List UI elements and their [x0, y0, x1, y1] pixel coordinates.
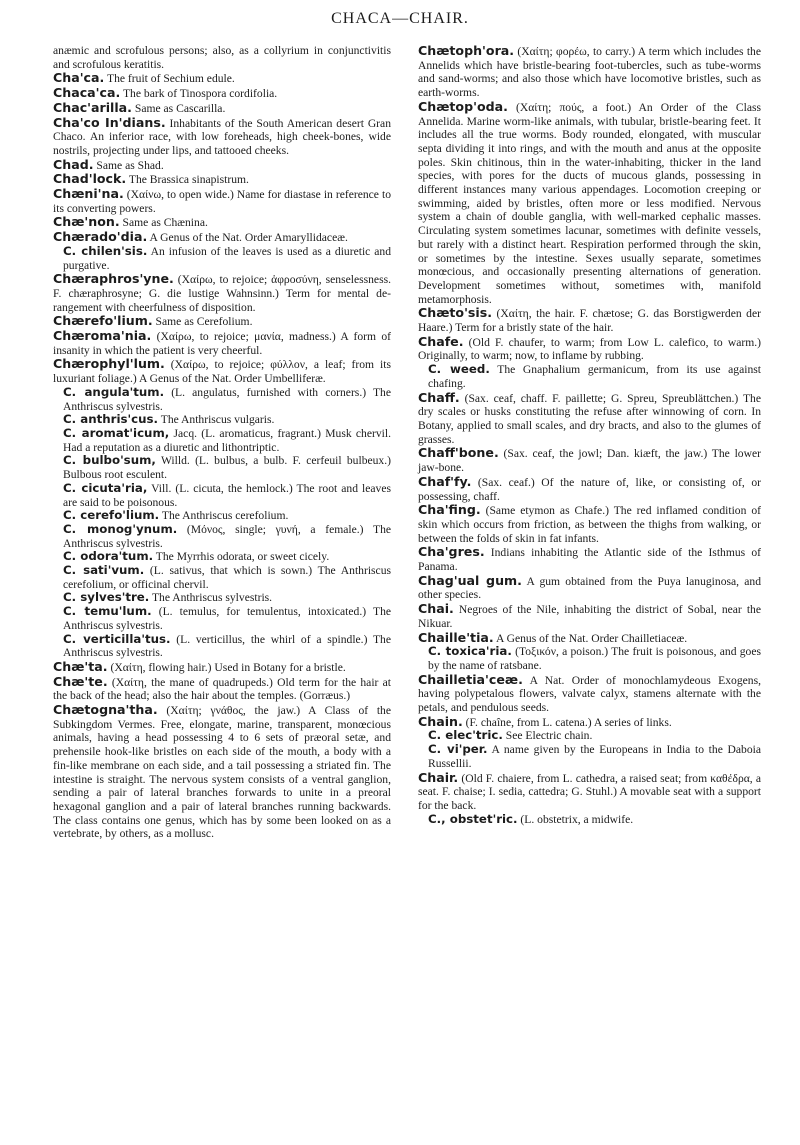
- dictionary-entry: [53, 187, 391, 215]
- sub-entry: [418, 645, 761, 672]
- entry-definition: The Anthriscus cerefolium.: [159, 509, 289, 523]
- sub-entry: [53, 413, 391, 427]
- entry-definition: The Brassica sinapistrum.: [126, 173, 249, 187]
- sub-entry: [53, 605, 391, 632]
- entry-definition: (L. verticillus, the whirl of a spindle.) The Anthriscus sylvestris.: [63, 632, 391, 660]
- entry-headword: C. cerefo'lium.: [63, 508, 160, 523]
- entry-definition: anæmic and scrofulous persons; also, as a collyrium in conjunctivitis and scrofulous keratitis.: [53, 44, 391, 71]
- entry-headword: C. odora'tum.: [63, 549, 154, 564]
- dictionary-entry: [418, 446, 761, 474]
- entry-definition: (L. sativus, that which is sown.) The Anthriscus cerefolium, or officinal chervil.: [63, 564, 392, 591]
- entry-headword: Chaca'ca.: [53, 85, 121, 101]
- dictionary-entry: [418, 673, 761, 715]
- entry-headword: Chad'lock.: [53, 171, 127, 187]
- entry-definition: (Χαίτη, the hair. F. chætose; G. das Borstigwerden der Haare.) Term for a bristly state of the hair.: [418, 307, 761, 335]
- entry-definition: (Sax. ceaf, chaff. F. paillette; G. Spreu, Spreublättchen.) The dry scales or husks constituting the refuse after winnowing of corn. In Botany, applied to small scales, and dry bracts, and also to the glumes of grasses.: [418, 391, 761, 446]
- entry-headword: Chaff.: [418, 389, 460, 405]
- dictionary-entry: [53, 230, 391, 245]
- entry-headword: C. sati'vum.: [63, 563, 145, 578]
- entry-headword: C. chilen'sis.: [63, 243, 148, 258]
- entry-headword: Chæroma'nia.: [53, 328, 152, 344]
- dictionary-entry: [418, 475, 761, 503]
- entry-headword: Cha'ca.: [53, 70, 105, 86]
- entry-definition: A name given by the Europeans in India to the Daboia Russellii.: [428, 743, 761, 770]
- entry-headword: Chair.: [418, 769, 459, 785]
- entry-headword: C. angula'tum.: [63, 384, 165, 399]
- entry-definition: Vill. (L. cicuta, the hemlock.) The root and leaves are said to be poisonous.: [63, 481, 391, 509]
- dictionary-entry: [53, 172, 391, 187]
- entry-headword: Chag'ual gum.: [418, 572, 522, 588]
- entry-definition: The bark of Tinospora cordifolia.: [120, 87, 278, 101]
- entry-definition: The fruit of Sechium edule.: [104, 72, 235, 86]
- dictionary-entry: [418, 306, 761, 334]
- dictionary-entry: [418, 503, 761, 545]
- entry-definition: (Τοξικόν, a poison.) The fruit is poisonous, and goes by the name of ratsbane.: [428, 645, 762, 672]
- entry-headword: Chac'arilla.: [53, 99, 132, 115]
- dictionary-entry: [53, 86, 391, 101]
- entry-headword: Cha'fing.: [418, 502, 481, 518]
- dictionary-entry: [53, 215, 391, 230]
- entry-definition: (L. obstetrix, a midwife.: [517, 812, 634, 826]
- sub-entry: [53, 482, 391, 509]
- entry-headword: Chaille'tia.: [418, 629, 494, 645]
- entry-headword: Chætop'oda.: [418, 98, 508, 114]
- entry-definition: (Χαίρω, to rejoice; ἀφροσύνη, senselessness. F. chæraphrosyne; G. die lustige Wahnsinn.) Term for mental derangement with cheerfulness of disposition.: [53, 273, 391, 314]
- dictionary-entry: [53, 116, 391, 158]
- sub-entry: [53, 509, 391, 523]
- entry-headword: Chailletia'ceæ.: [418, 671, 523, 687]
- entry-definition: (Χαίρω, to rejoice; φύλλον, a leaf; from its luxuriant foliage.) A Genus of the Nat. Order Umbelliferæ.: [53, 358, 391, 386]
- entry-headword: C. vi'per.: [428, 742, 488, 757]
- entry-headword: Chæni'na.: [53, 186, 124, 202]
- entry-definition: Same as Cerefolium.: [152, 315, 253, 329]
- entry-definition: (Same etymon as Chafe.) The red inflamed condition of skin which occurs from friction, as between the thighs from walking, or between the folds of skin in fat infants.: [418, 504, 761, 545]
- sub-entry: [53, 633, 391, 660]
- entry-definition: See Electric chain.: [502, 729, 593, 743]
- entry-headword: C. weed.: [428, 362, 490, 377]
- sub-entry: [418, 729, 761, 743]
- dictionary-entry: [53, 158, 391, 173]
- sub-entry: [53, 386, 391, 413]
- dictionary-entry: [418, 545, 761, 573]
- dictionary-entry: [53, 703, 391, 841]
- sub-entry: [53, 245, 391, 272]
- entry-definition: The Myrrhis odorata, or sweet cicely.: [153, 550, 330, 564]
- entry-definition: A Genus of the Nat. Order Amaryllidaceæ.: [147, 231, 348, 245]
- entry-headword: C. toxica'ria.: [428, 644, 512, 659]
- entry-definition: (Χαίτη; γνάθος, the jaw.) A Class of the Subkingdom Vermes. Free, elongate, marine, transparent, monœcious animals, having a head possessing 4 to 6 sets of præoral setæ, and prehensile hook-like bristles on each side of the mouth, a body with a fin-like membrane on each side, and a tail possessing a striated fin. The intestine is straight. The nervous system consists of a ventral ganglion, sending a pair of lateral branches forwards to unite in a preoral hexagonal ganglion and a pair of lateral branches running backwards. The class contains one genus, which has by some been looked on as a vertebrate, by others, as a mollusc.: [53, 704, 391, 841]
- entry-definition: (Χαίτη, the mane of quadrupeds.) Old term for the hair at the back of the head; also the hair about the temples. (Gorræus.): [53, 675, 391, 703]
- entry-definition: (Χαίρω, to rejoice; μανία, madness.) A form of insanity in which the patient is very cheerful.: [53, 330, 391, 357]
- page-header: CHACA—CHAIR.: [331, 10, 469, 27]
- sub-entry: [418, 813, 761, 827]
- dictionary-entry: [53, 101, 391, 116]
- entry-headword: Chad.: [53, 156, 94, 172]
- entry-headword: C. temu'lum.: [63, 604, 152, 619]
- entry-definition: Indians inhabiting the Atlantic side of the Isthmus of Panama.: [418, 546, 761, 574]
- entry-definition: Same as Cascarilla.: [131, 101, 226, 115]
- dictionary-entry: [418, 335, 761, 363]
- dictionary-entry: [418, 574, 761, 602]
- entry-definition: (L. angulatus, furnished with corners.) The Anthriscus sylvestris.: [63, 385, 391, 413]
- entry-definition: Same as Shad.: [93, 158, 164, 172]
- entry-headword: Chæ'te.: [53, 673, 108, 689]
- entry-definition: The Anthriscus sylvestris.: [149, 591, 273, 605]
- entry-headword: Chærophyl'lum.: [53, 356, 165, 372]
- entry-definition: (F. chaîne, from L. catena.) A series of links.: [462, 715, 672, 729]
- entry-definition: Jacq. (L. aromaticus, fragrant.) Musk chervil. Had a reputation as a diuretic and lithontriptic.: [63, 426, 391, 454]
- sub-entry: [418, 743, 761, 770]
- entry-definition: (Μόνος, single; γυνή, a female.) The Anthriscus sylvestris.: [63, 522, 392, 550]
- entry-definition: An infusion of the leaves is used as a diuretic and purgative.: [63, 244, 391, 272]
- entry-headword: C. elec'tric.: [428, 728, 503, 743]
- entry-definition: Willd. (L. bulbus, a bulb. F. cerfeuil bulbeux.) Bulbous root esculent.: [63, 454, 391, 482]
- dictionary-entry: [53, 329, 391, 357]
- entry-headword: Chætogna'tha.: [53, 702, 158, 718]
- sub-entry: [53, 591, 391, 605]
- entry-headword: Chai.: [418, 601, 454, 617]
- dictionary-entry: [418, 100, 761, 307]
- dictionary-entry: [53, 44, 391, 71]
- dictionary-entry: [53, 272, 391, 314]
- entry-headword: Chærefo'lium.: [53, 313, 153, 329]
- right-column: [418, 44, 761, 826]
- entry-definition: The Gnaphalium germanicum, from its use against chafing.: [428, 363, 761, 390]
- entry-headword: Chaf'fy.: [418, 473, 472, 489]
- dictionary-entry: [53, 357, 391, 385]
- sub-entry: [418, 363, 761, 390]
- entry-headword: Chafe.: [418, 333, 464, 349]
- sub-entry: [53, 550, 391, 564]
- entry-definition: (Χαίνω, to open wide.) Name for diastase in reference to its converting powers.: [53, 188, 391, 215]
- entry-definition: (Χαίτη; φορέω, to carry.) A term which includes the Annelids which have bristle-bearing foot-tubercles, such as tube-worms and sand-worms; and also those which have locomotive bristles, such as earth-worms.: [418, 45, 761, 100]
- dictionary-entry: [53, 675, 391, 703]
- dictionary-entry: [53, 314, 391, 329]
- entry-definition: (Χαίτη, flowing hair.) Used in Botany for a bristle.: [107, 660, 346, 674]
- entry-headword: C. aromat'icum,: [63, 425, 170, 440]
- sub-entry: [53, 454, 391, 481]
- sub-entry: [53, 523, 391, 550]
- entry-definition: The Anthriscus vulgaris.: [158, 413, 275, 427]
- entry-definition: Inhabitants of the South American desert Gran Chaco. An inferior race, with low foreheads, high cheek-bones, wide nostrils, projecting under lips, and tattooed cheeks.: [53, 116, 391, 157]
- entry-headword: Chærado'dia.: [53, 229, 148, 245]
- dictionary-entry: [53, 660, 391, 675]
- entry-headword: C. cicuta'ria,: [63, 480, 148, 495]
- dictionary-entry: [418, 771, 761, 813]
- sub-entry: [53, 564, 391, 591]
- entry-definition: Negroes of the Nile, inhabiting the district of Sobal, near the Nikuar.: [418, 603, 761, 630]
- entry-definition: (Χαίτη; πούς, a foot.) An Order of the Class Annelida. Marine worm-like animals, with tubular, bristle-bearing feet. It includes all the true worms. Body rounded, elongated, with muscular septa dividing it into rings, and with the mouth and anus at the opposite poles. Skin chitinous, thin in the water-inhabiting, thicker in the land species, with pores for the ducts of mucous glands, possessing in different instances many various appendages. Locomotion creeping or swimming, aided by bristles, often more or less modified. Nervous system a chain of double ganglia, with well-marked cephalic masses. Circulating system sometimes lacunar, sometimes with definite vessels, but rarely with a distinct heart. Respiration performed through the skin, or sometimes by the intestine. Sexes usually separate, sometimes monœcious, and occasionally presenting alternations of generation. Development sometimes without, sometimes with, manifold metamorphosis.: [418, 100, 761, 306]
- entry-headword: Chæ'non.: [53, 214, 120, 230]
- dictionary-entry: [418, 631, 761, 646]
- entry-headword: C. verticilla'tus.: [63, 631, 171, 646]
- entry-headword: Chætoph'ora.: [418, 43, 515, 58]
- entry-headword: Chaff'bone.: [418, 445, 499, 461]
- left-column: [53, 44, 391, 841]
- entry-definition: Same as Chænina.: [119, 216, 208, 230]
- entry-headword: Cha'gres.: [418, 544, 485, 560]
- entry-headword: Cha'co In'dians.: [53, 114, 166, 130]
- entry-definition: A gum obtained from the Puya lanuginosa, and other species.: [418, 574, 761, 602]
- entry-definition: (Old F. chaufer, to warm; from Low L. calefico, to warm.) Originally, to warm; now, to inflame by rubbing.: [418, 335, 761, 363]
- entry-definition: A Genus of the Nat. Order Chailletiaceæ.: [493, 631, 688, 645]
- entry-headword: Chain.: [418, 713, 463, 729]
- sub-entry: [53, 427, 391, 454]
- entry-definition: (Sax. ceaf.) Of the nature of, like, or consisting of, or possessing, chaff.: [418, 475, 761, 503]
- entry-headword: C., obstet'ric.: [428, 811, 518, 826]
- entry-headword: Chæ'ta.: [53, 658, 108, 674]
- entry-definition: (Sax. ceaf, the jowl; Dan. kiæft, the jaw.) The lower jaw-bone.: [418, 447, 761, 475]
- entry-headword: C. monog'ynum.: [63, 521, 178, 536]
- dictionary-entry: [418, 602, 761, 630]
- entry-headword: Chæto'sis.: [418, 305, 493, 321]
- dictionary-entry: [418, 715, 761, 730]
- entry-definition: (Old F. chaiere, from L. cathedra, a raised seat; from καθέδρα, a seat. F. chaise; I. sedia, cattedra; G. Stuhl.) A movable seat with a support for the back.: [418, 771, 761, 812]
- entry-headword: C. sylves'tre.: [63, 590, 150, 605]
- entry-headword: Chæraphros'yne.: [53, 271, 174, 287]
- dictionary-entry: [418, 44, 761, 100]
- dictionary-entry: [53, 71, 391, 86]
- entry-definition: A Nat. Order of monochlamydeous Exogens, having polypetalous flowers, valvate calyx, stamens alternate with the petals, and pendulous seeds.: [418, 673, 761, 715]
- entry-headword: C. anthris'cus.: [63, 412, 159, 427]
- dictionary-entry: [418, 391, 761, 447]
- entry-definition: (L. temulus, for temulentus, intoxicated.) The Anthriscus sylvestris.: [63, 605, 392, 632]
- entry-headword: C. bulbo'sum,: [63, 453, 156, 468]
